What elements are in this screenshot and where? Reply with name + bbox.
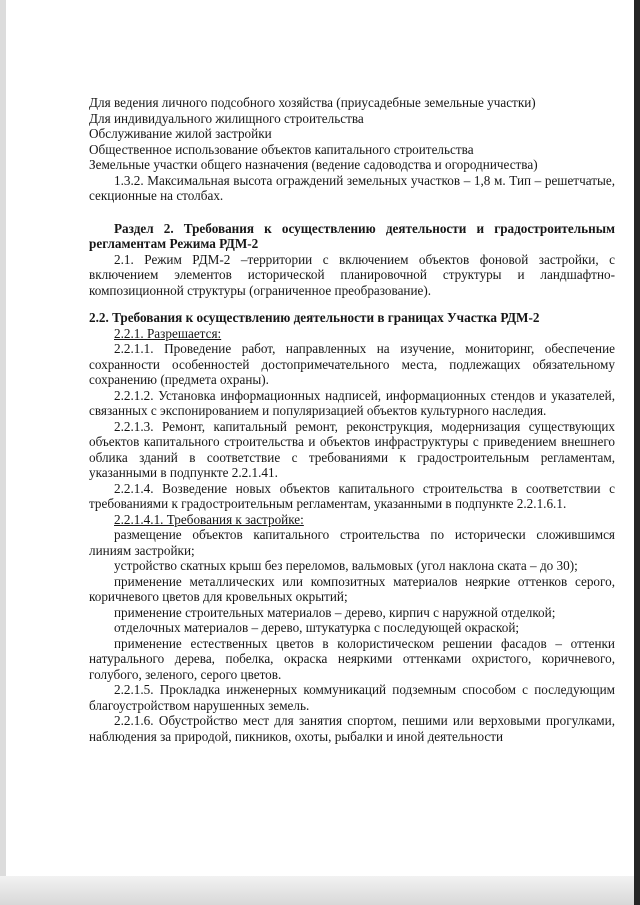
requirement-3: применение металлических или композитных материалов неяркие оттенков серого, коричневого цветов для кровельных окрытий; xyxy=(89,573,615,604)
paragraph-2-2-1-1: 2.2.1.1. Проведение работ, направленных на изучение, мониторинг, обеспечение сохранности особенностей достопримечательного места, подлежащих обязательному сохранению (предмета охраны). xyxy=(89,341,615,387)
paragraph-2-2-1-4: 2.2.1.4. Возведение новых объектов капитального строительства в соответствии с требованиями к градостроительным регламентам, указанными в подпункте 2.2.1.6.1. xyxy=(89,480,615,511)
paragraph-2-2-1-5: 2.2.1.5. Прокладка инженерных коммуникаций подземным способом с последующим благоустройством нарушенных земель. xyxy=(89,682,615,713)
page-left-edge xyxy=(0,0,6,905)
requirement-5: отделочных материалов – дерево, штукатурка с последующей окраской; xyxy=(114,620,520,635)
spacer xyxy=(89,298,615,310)
requirement-4: применение строительных материалов – дерево, кирпич с наружной отделкой; xyxy=(114,604,556,620)
land-use-line-1: Для ведения личного подсобного хозяйства (приусадебные земельные участки) xyxy=(89,95,536,110)
paragraph-2-2-1-6: 2.2.1.6. Обустройство мест для занятия спортом, пешими или верховыми прогулками, наблюдения за природой, пикников, охоты, рыбалки и иной деятельности xyxy=(89,713,615,744)
scan-bottom-shadow xyxy=(0,876,634,905)
spacer xyxy=(89,204,615,221)
heading-2-2: 2.2. Требования к осуществлению деятельности в границах Участка РДМ-2 xyxy=(89,310,540,325)
requirement-6: применение естественных цветов в колористическом решении фасадов – оттенки натурального дерева, побелка, окраска неяркими оттенками охристого, коричневого, голубого, зеленого, серого цветов. xyxy=(89,635,615,682)
requirement-2: устройство скатных крыш без переломов, вальмовых (угол наклона ската – до 30); xyxy=(114,558,578,573)
paragraph-2-2-1-3: 2.2.1.3. Ремонт, капитальный ремонт, реконструкция, модернизация существующих объектов капитального строительства и объектов инфраструктуры с приведением внешнего облика зданий в соответствие с требованиями к градостроительным регламентам, указанными в подпункте 2.2.1.41. xyxy=(89,418,615,480)
land-use-line-3: Обслуживание жилой застройки xyxy=(89,126,272,141)
subheading-2-2-1-4-1: 2.2.1.4.1. Требования к застройке: xyxy=(114,511,304,527)
land-use-line-2: Для индивидуального жилищного строительства xyxy=(89,110,364,126)
paragraph-1-3-2: 1.3.2. Максимальная высота ограждений земельных участков – 1,8 м. Тип – решетчатые, секционные на столбах. xyxy=(89,172,615,203)
land-use-line-4: Общественное использование объектов капитального строительства xyxy=(89,141,474,157)
scan-right-edge xyxy=(634,0,640,905)
requirement-1: размещение объектов капитального строительства по исторически сложившимся линиям застройки; xyxy=(89,527,615,558)
paragraph-2-1: 2.1. Режим РДМ-2 –территории с включением объектов фоновой застройки, с включением элементов исторической планировочной структуры и ландшафтно-композиционной структуры (ограниченное преобразование). xyxy=(89,251,615,298)
paragraph-2-2-1-2: 2.2.1.2. Установка информационных надписей, информационных стендов и указателей, связанных с экспонированием и популяризацией объектов культурного наследия. xyxy=(89,387,615,418)
land-use-line-5: Земельные участки общего назначения (ведение садоводства и огородничества) xyxy=(89,157,538,172)
document-body xyxy=(89,95,615,744)
subheading-2-2-1: 2.2.1. Разрешается: xyxy=(114,325,222,341)
section-2-heading: Раздел 2. Требования к осуществлению деятельности и градостроительным регламентам Режима РДМ-2 xyxy=(89,220,615,251)
